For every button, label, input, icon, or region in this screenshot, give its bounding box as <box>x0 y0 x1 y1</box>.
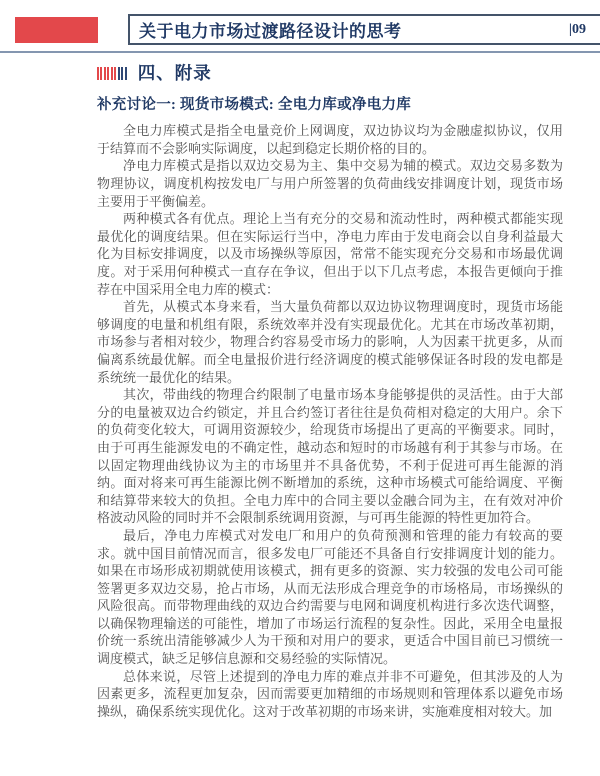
subsection-title: 补充讨论一: 现货市场模式: 全电力库或净电力库 <box>97 97 412 114</box>
paragraph: 总体来说，尽管上述提到的净电力库的难点并非不可避免，但其涉及的人为因素更多，流程更加复杂，因而需要更加精细的市场规则和管理体系以避免市场操纵，确保系统实现优化。这对于改革初期的市场来讲，实施难度相对较大。加 <box>97 668 563 719</box>
content-area <box>97 64 563 720</box>
section-title: 四、附录 <box>137 63 212 83</box>
page-number: |09 <box>568 21 586 37</box>
paragraph: 净电力库模式是指以双边交易为主、集中交易为辅的模式。双边交易多数为物理协议，调度机构按发电厂与用户所签署的负荷曲线安排调度计划，现货市场主要用于平衡偏差。 <box>97 158 563 209</box>
paragraph: 最后，净电力库模式对发电厂和用户的负荷预测和管理的能力有较高的要求。就中国目前情况而言，很多发电厂可能还不具备自行安排调度计划的能力。如果在市场形成初期就使用该模式，拥有更多的资源、实力较强的发电公司可能签署更多双边交易，抢占市场，从而无法形成合理竞争的市场格局，市场操纵的风险很高。而带物理曲线的双边合约需要与电网和调度机构进行多次迭代调整，以确保物理输送的可能性，增加了市场运行流程的复杂性。因此，采用全电量报价统一系统出清能够减少人为干预和对用户的要求，更适合中国目前已习惯统一调度模式，缺乏足够信息源和交易经验的实际情况。 <box>97 527 563 667</box>
paragraph: 首先，从模式本身来看，当大量负荷都以双边协议物理调度时，现货市场能够调度的电量和机组有限，系统效率并没有实现最优化。尤其在市场改革初期，市场参与者相对较少，物理合约容易受市场力的影响，人为因素干扰更多，从而偏离系统最优解。而全电量报价进行经济调度的模式能够保证各时段的发电都是系统统一最优化的结果。 <box>97 299 563 385</box>
striped-bars-icon <box>97 67 127 80</box>
page-title: 关于电力市场过渡路径设计的思考 <box>139 22 402 41</box>
section-heading <box>97 64 563 83</box>
paragraph: 其次，带曲线的物理合约限制了电量市场本身能够提供的灵活性。由于大部分的电量被双边合约锁定，并且合约签订者往往是负荷相对稳定的大用户。余下的负荷变化较大，可调用资源较少，给现货市场提出了更高的平衡要求。同时，由于可再生能源发电的不确定性，越动态和短时的市场越有利于其参与市场。在以固定物理曲线协议为主的市场里并不具备优势，不利于促进可再生能源的消纳。面对将来可再生能源比例不断增加的系统，这种市场模式可能给调度、平衡和结算带来较大的负担。全电力库中的合同主要以金融合同为主，在有效对冲价格波动风险的同时并不会限制系统调用资源，与可再生能源的特性更加符合。 <box>97 387 563 526</box>
paragraph: 两种模式各有优点。理论上当有充分的交易和流动性时，两种模式都能实现最优化的调度结果。但在实际运行当中，净电力库由于发电商会以自身利益最大化为目标安排调度，以及市场操纵等原因，常常不能实现充分交易和市场最优调度。对于采用何种模式一直存在争议，但出于以下几点考虑，本报告更倾向于推荐在中国采用全电力库的模式： <box>97 211 563 297</box>
body-text <box>97 122 563 720</box>
header-divider <box>0 51 600 53</box>
red-accent-block <box>15 17 98 43</box>
header-title-box <box>128 14 600 45</box>
paragraph: 全电力库模式是指全电量竞价上网调度，双边协议均为金融虚拟协议，仅用于结算而不会影响实际调度，以起到稳定长期价格的目的。 <box>97 123 563 156</box>
